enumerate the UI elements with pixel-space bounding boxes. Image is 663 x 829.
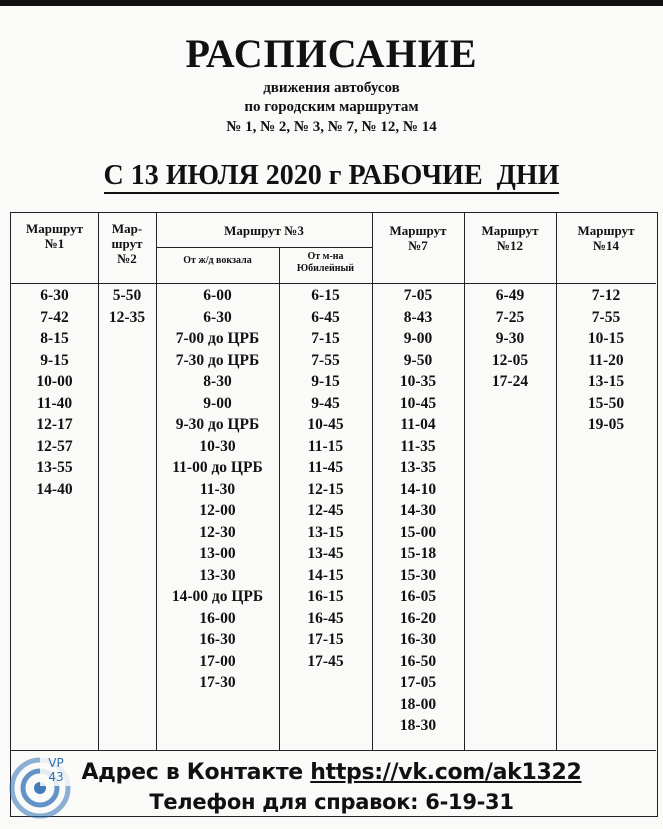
departure-time: 12-35 xyxy=(108,308,146,326)
departure-time: 9-50 xyxy=(403,351,433,369)
departure-time: 12-57 xyxy=(36,437,73,455)
departure-time: 18-30 xyxy=(399,717,437,734)
departure-time: 6-00 xyxy=(203,287,232,304)
departure-time: 14-00 до ЦРБ xyxy=(171,588,264,605)
routes-line: № 1, № 2, № 3, № 7, № 12, № 14 xyxy=(226,119,437,135)
departure-time: 7-55 xyxy=(311,351,340,369)
departure-time: 11-20 xyxy=(588,351,624,369)
departure-time: 9-45 xyxy=(311,394,340,412)
departure-time: 17-30 xyxy=(199,674,236,691)
departure-time: 12-05 xyxy=(491,351,529,369)
departure-time: 11-15 xyxy=(307,437,344,455)
header-route-14: Маршрут №14 xyxy=(577,223,635,253)
subtitle-line-1: движения автобусов xyxy=(263,80,400,96)
departure-time: 7-00 до ЦРБ xyxy=(175,330,260,347)
column-route-14 xyxy=(556,285,656,436)
departure-time: 11-00 до ЦРБ xyxy=(172,459,263,476)
departure-time: 9-15 xyxy=(311,373,340,390)
departure-time: 17-45 xyxy=(307,652,344,670)
departure-time: 12-17 xyxy=(36,416,73,433)
header-route-3-station: От ж/д вокзала xyxy=(183,255,252,266)
departure-time: 15-50 xyxy=(587,394,625,412)
subtitle-line-2: по городским маршрутам xyxy=(244,99,419,115)
departure-time: 11-45 xyxy=(307,459,344,476)
departure-time: 6-45 xyxy=(311,308,340,326)
departure-time: 13-30 xyxy=(199,566,236,584)
departure-time: 14-40 xyxy=(36,480,73,498)
departure-time: 8-30 xyxy=(203,373,232,390)
departure-time: 6-30 xyxy=(40,287,69,304)
departure-time: 12-15 xyxy=(307,480,344,498)
departure-time: 14-10 xyxy=(399,480,437,498)
column-route-7 xyxy=(372,285,464,737)
departure-time: 13-00 xyxy=(199,545,236,562)
departure-time: 13-55 xyxy=(36,459,73,476)
column-route-3-station xyxy=(156,285,279,694)
departure-time: 9-30 до ЦРБ xyxy=(175,416,260,433)
departure-time: 7-55 xyxy=(591,308,621,326)
departure-time: 7-05 xyxy=(403,287,433,304)
departure-time: 10-30 xyxy=(199,437,236,455)
departure-time: 9-15 xyxy=(40,351,69,369)
departure-time: 10-45 xyxy=(399,394,437,412)
date-heading-text: С 13 ИЮЛЯ 2020 г РАБОЧИЕ ДНИ xyxy=(104,160,560,194)
header-route-1: Маршрут №1 xyxy=(26,221,83,251)
departure-time: 9-30 xyxy=(495,330,525,347)
departure-time: 7-30 до ЦРБ xyxy=(175,351,260,369)
departure-time: 15-18 xyxy=(399,545,437,562)
departure-time: 19-05 xyxy=(587,416,625,433)
departure-time: 7-15 xyxy=(311,330,340,347)
departure-time: 16-50 xyxy=(399,652,437,670)
logo-text-bottom: 43 xyxy=(48,770,64,784)
departure-time: 14-30 xyxy=(399,502,437,519)
departure-time: 12-30 xyxy=(199,523,236,541)
column-route-1 xyxy=(11,285,98,500)
schedule-table xyxy=(10,212,658,817)
departure-time: 17-00 xyxy=(199,652,236,670)
page-title: РАСПИСАНИЕ xyxy=(185,31,478,76)
vk-link[interactable]: https://vk.com/ak1322 xyxy=(310,760,582,785)
departure-time: 16-30 xyxy=(399,631,437,648)
departure-time: 13-15 xyxy=(587,373,625,390)
departure-time: 16-30 xyxy=(199,631,236,648)
column-route-3-district xyxy=(279,285,372,672)
departure-time: 17-15 xyxy=(307,631,344,648)
departure-time: 6-15 xyxy=(311,287,340,304)
departure-time: 5-50 xyxy=(112,287,142,304)
departure-time: 8-15 xyxy=(40,330,69,347)
header-route-7: Маршрут №7 xyxy=(389,223,447,253)
departure-time: 7-25 xyxy=(495,308,525,326)
column-route-2 xyxy=(98,285,156,328)
departure-time: 12-45 xyxy=(307,502,344,519)
departure-time: 15-00 xyxy=(399,523,437,541)
departure-time: 9-00 xyxy=(203,394,232,412)
departure-time: 17-24 xyxy=(491,373,529,390)
departure-time: 8-43 xyxy=(403,308,433,326)
address-line xyxy=(0,760,663,785)
departure-time: 11-35 xyxy=(400,437,436,455)
departure-time: 11-30 xyxy=(199,480,236,498)
header-route-3: Маршрут №3 xyxy=(224,223,304,238)
departure-time: 10-45 xyxy=(307,416,344,433)
departure-time: 13-15 xyxy=(307,523,344,541)
date-heading xyxy=(0,160,663,192)
logo-text-top: VP xyxy=(48,756,64,770)
departure-time: 11-04 xyxy=(400,416,436,433)
subheader-divider xyxy=(156,247,372,248)
column-route-12 xyxy=(464,285,556,393)
departure-time: 17-05 xyxy=(399,674,437,691)
departure-time: 7-12 xyxy=(591,287,621,304)
departure-time: 16-05 xyxy=(399,588,437,605)
departure-time: 6-49 xyxy=(495,287,525,304)
phone-line: Телефон для справок: 6-19-31 xyxy=(149,790,514,814)
footer-divider xyxy=(11,750,656,751)
header-route-12: Маршрут №12 xyxy=(481,223,539,253)
departure-time: 7-42 xyxy=(40,308,69,326)
departure-time: 11-40 xyxy=(36,394,73,412)
departure-time: 12-00 xyxy=(199,502,236,519)
departure-time: 10-35 xyxy=(399,373,437,390)
departure-time: 9-00 xyxy=(403,330,433,347)
header-route-2: Мар- шрут №2 xyxy=(111,221,143,266)
header-divider xyxy=(11,283,656,284)
vp43-watermark-logo xyxy=(6,752,76,822)
departure-time: 6-30 xyxy=(203,308,232,326)
departure-time: 15-30 xyxy=(399,566,437,584)
departure-time: 16-45 xyxy=(307,609,344,627)
header-route-3-district: От м-на Юбилейный xyxy=(296,251,355,274)
departure-time: 13-35 xyxy=(399,459,437,476)
departure-time: 14-15 xyxy=(307,566,344,584)
address-label: Адрес в Контакте xyxy=(81,760,311,785)
departure-time: 13-45 xyxy=(307,545,344,562)
departure-time: 10-15 xyxy=(587,330,625,347)
departure-time: 10-00 xyxy=(36,373,73,390)
departure-time: 18-00 xyxy=(399,695,437,713)
departure-time: 16-15 xyxy=(307,588,344,605)
departure-time: 16-00 xyxy=(199,609,236,627)
departure-time: 16-20 xyxy=(399,609,437,627)
